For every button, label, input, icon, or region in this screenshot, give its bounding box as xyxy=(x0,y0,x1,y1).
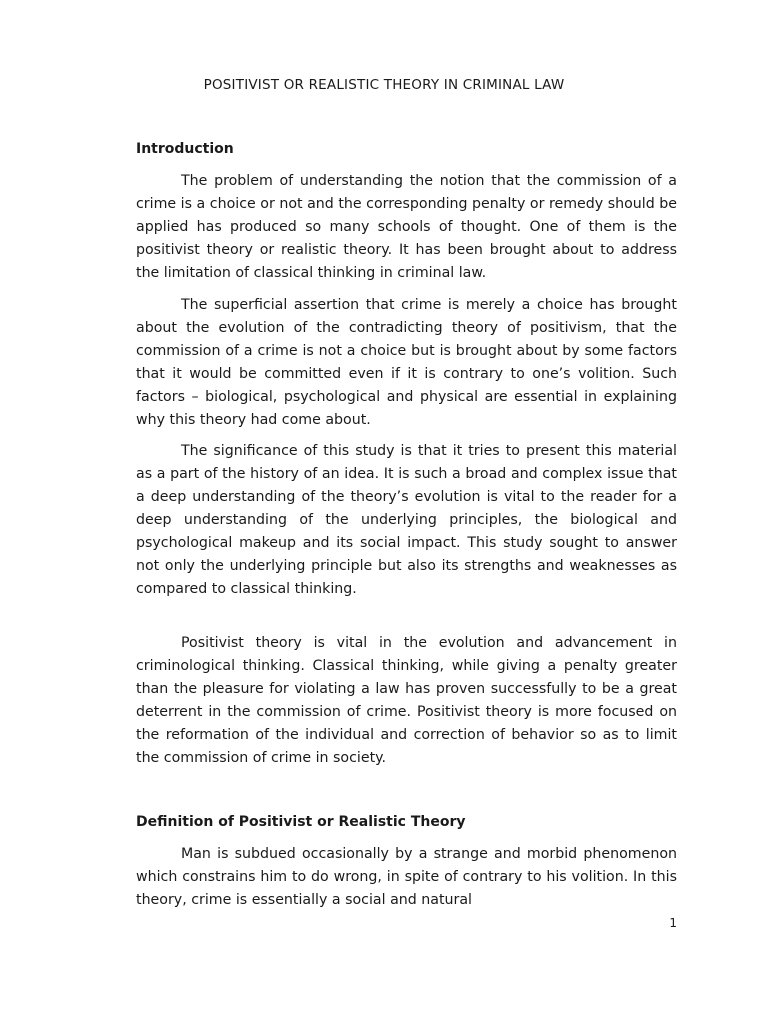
paragraph: The problem of understanding the notion that the commission of a crime is a choice or not and the corresponding penalty or remedy should be applied has produced so many schools of thought. One of them is the positivist theory or realistic theory. It has been brought about to address the limitation of classical thinking in criminal law. xyxy=(136,173,677,281)
page-number: 1 xyxy=(669,916,677,930)
section-heading-introduction: Introduction xyxy=(136,141,234,157)
paragraph: Man is subdued occasionally by a strange and morbid phenomenon which constrains him to do wrong, in spite of contrary to his volition. In this theory, crime is essentially a social and natural xyxy=(136,846,677,908)
paragraph: Positivist theory is vital in the evolution and advancement in criminological thinking. Classical thinking, while giving a penalty greater than the pleasure for violating a law has proven successfully to be a great deterrent in the commission of crime. Positivist theory is more focused on the reformation of the individual and correction of behavior so as to limit the commission of crime in society. xyxy=(136,635,677,766)
document-title: POSITIVIST OR REALISTIC THEORY IN CRIMINAL LAW xyxy=(203,77,565,93)
paragraph: The significance of this study is that it tries to present this material as a part of the history of an idea. It is such a broad and complex issue that a deep understanding of the theory’s evolution is vital to the reader for a deep understanding of the underlying principles, the biological and psychological makeup and its social impact. This study sought to answer not only the underlying principle but also its strengths and weaknesses as compared to classical thinking. xyxy=(136,443,677,597)
section-heading-definition: Definition of Positivist or Realistic Theory xyxy=(136,814,466,830)
paragraph: The superficial assertion that crime is merely a choice has brought about the evolution of the contradicting theory of positivism, that the commission of a crime is not a choice but is brought about by some factors that it would be committed even if it is contrary to one’s volition. Such factors – biological, psychological and physical are essential in explaining why this theory had come about. xyxy=(136,297,677,428)
